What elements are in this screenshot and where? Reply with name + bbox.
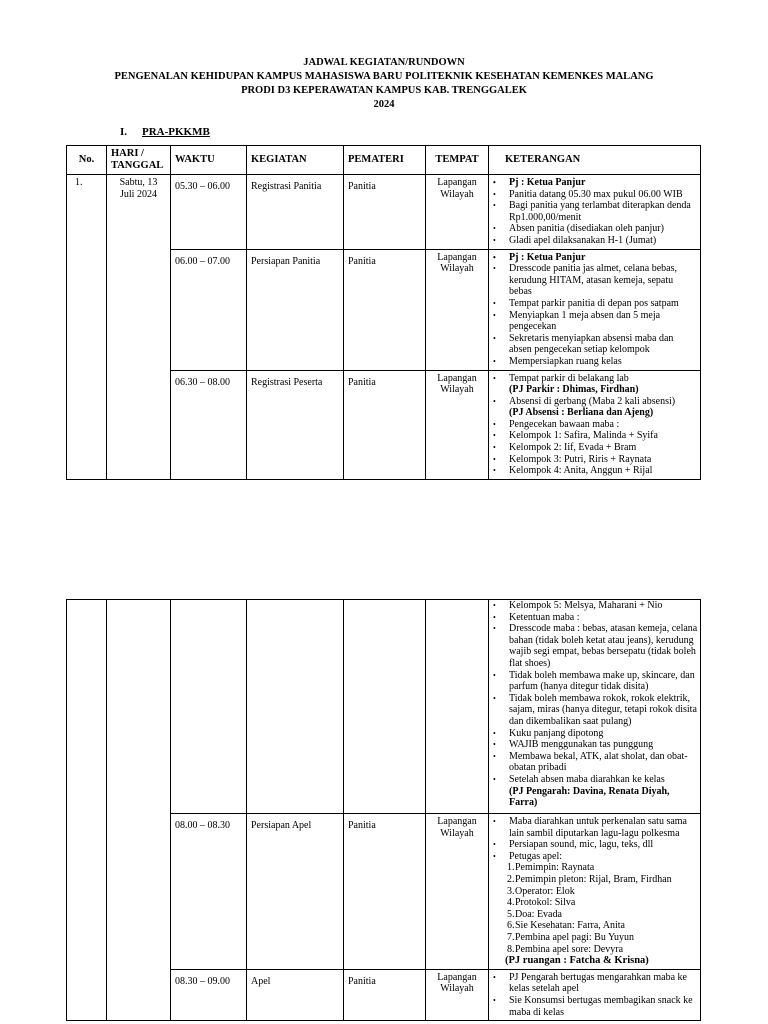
- list-item: • Bagi panitia yang terlambat diterapkan denda Rp1.000,00/menit: [489, 200, 698, 223]
- row-tempat-2: Wilayah: [440, 188, 474, 200]
- day-date-line1: Sabtu, 13: [119, 177, 158, 188]
- rundown-table-page1: [66, 145, 701, 480]
- row-kegiatan: Registrasi Panitia: [247, 175, 344, 250]
- row-tempat-2: Wilayah: [440, 827, 474, 839]
- list-item: • Kelompok 3: Putri, Riris + Raynata: [489, 454, 698, 466]
- list-item: • WAJIB menggunakan tas punggung: [489, 739, 698, 751]
- cont-no-cell: [67, 600, 107, 1021]
- list-item: • Mempersiapkan ruang kelas: [489, 356, 698, 368]
- row-keterangan: [489, 600, 701, 814]
- list-item: • Pengecekan bawaan maba :: [489, 419, 698, 431]
- list-item: • Sekretaris menyiapkan absensi maba dan absen pengecekan setiap kelompok: [489, 333, 698, 356]
- table-header-row: [67, 146, 701, 175]
- list-item: • Maba diarahkan untuk perkenalan satu sama lain sambil diputarkan lagu-lagu polkesma: [489, 816, 698, 839]
- list-item: • Kelompok 5: Melsya, Maharani + Nio: [489, 600, 698, 612]
- row-tempat: [426, 370, 489, 479]
- row-pemateri: Panitia: [344, 370, 426, 479]
- table-row: [67, 175, 701, 250]
- list-item: • Setelah absen maba diarahkan ke kelas: [489, 774, 698, 786]
- list-item: 3. Operator: Elok: [507, 885, 575, 897]
- col-hari: HARI /: [111, 148, 144, 159]
- list-item: 2. Pemimpin pleton: Rijal, Bram, Firdhan: [507, 873, 672, 885]
- doc-title-year: 2024: [373, 99, 395, 110]
- row-keterangan: [489, 175, 701, 250]
- row-tempat-2: Wilayah: [440, 384, 474, 396]
- doc-title-3: PRODI D3 KEPERAWATAN KAMPUS KAB. TRENGGALEK: [241, 85, 527, 96]
- day-number: 1.: [67, 175, 107, 480]
- row-waktu: 06.00 – 07.00: [171, 249, 247, 370]
- cont-waktu-cell: [171, 600, 247, 814]
- list-item: • Kelompok 2: Iif, Evada + Bram: [489, 442, 698, 454]
- list-item: • Tidak boleh membawa rokok, rokok elektrik, sajam, miras (hanya ditegur, tetapi rokok disita dan dikembalikan saat pulang): [489, 693, 698, 728]
- list-item: • Petugas apel:: [489, 851, 698, 863]
- list-item: • Gladi apel dilaksanakan H-1 (Jumat): [489, 235, 698, 247]
- row-tempat-2: Wilayah: [440, 263, 474, 275]
- list-item: 1. Pemimpin: Raynata: [507, 862, 595, 874]
- row-pemateri: Panitia: [344, 969, 426, 1020]
- list-item: • Tidak boleh membawa make up, skincare, dan parfum (hanya ditegur tidak disita): [489, 670, 698, 693]
- list-item: • Pj : Ketua Panjur: [489, 252, 698, 264]
- keterangan-list: [489, 600, 698, 786]
- row-tempat-1: Lapangan: [437, 971, 477, 983]
- list-item: • Kelompok 4: Anita, Anggun + Rijal: [489, 465, 698, 477]
- list-item: • Sie Konsumsi bertugas membagikan snack ke maba di kelas: [489, 995, 698, 1018]
- list-item: • Absen panitia (disediakan oleh panjur): [489, 223, 698, 235]
- row-tempat: [426, 969, 489, 1020]
- row-keterangan: [489, 249, 701, 370]
- col-no: No.: [67, 146, 107, 175]
- cont-kegiatan-cell: [247, 600, 344, 814]
- list-item: • Pj : Ketua Panjur: [489, 177, 698, 189]
- section-title: PRA-PKKMB: [142, 126, 210, 138]
- row-keterangan: [489, 814, 701, 970]
- col-keterangan: KETERANGAN: [489, 146, 701, 175]
- list-item: 4. Protokol: Silva: [507, 897, 576, 909]
- list-item: • Persiapan sound, mic, lagu, teks, dll: [489, 839, 698, 851]
- row-tempat-2: Wilayah: [440, 983, 474, 995]
- day-date: [107, 175, 171, 480]
- row-tempat: [426, 249, 489, 370]
- row-tempat: [426, 814, 489, 970]
- row-kegiatan: Persiapan Apel: [247, 814, 344, 970]
- doc-title-2: PENGENALAN KEHIDUPAN KAMPUS MAHASISWA BARU POLITEKNIK KESEHATAN KEMENKES MALANG: [114, 71, 654, 82]
- keterangan-list: [489, 252, 698, 368]
- list-item: 7. Pembina apel pagi: Bu Yuyun: [507, 931, 635, 943]
- row-keterangan: [489, 370, 701, 479]
- list-item: 8. Pembina apel sore: Devyra: [507, 943, 624, 955]
- list-item: • Dresscode panitia jas almet, celana bebas, kerudung HITAM, atasan kemeja, sepatu bebas: [489, 263, 698, 298]
- cont-pemateri-cell: [344, 600, 426, 814]
- keterangan-list: [489, 177, 698, 247]
- row-pemateri: Panitia: [344, 814, 426, 970]
- row-kegiatan: Persiapan Panitia: [247, 249, 344, 370]
- list-item: 6. Sie Kesehatan: Farra, Anita: [507, 920, 625, 932]
- list-item: • Ketentuan maba :: [489, 612, 698, 624]
- list-item: • Tempat parkir panitia di depan pos satpam: [489, 298, 698, 310]
- section-heading: [120, 126, 210, 138]
- row-pemateri: Panitia: [344, 175, 426, 250]
- row-tempat: [426, 175, 489, 250]
- list-item: • PJ Pengarah bertugas mengarahkan maba ke kelas setelah apel: [489, 972, 698, 995]
- list-item: • Tempat parkir di belakang lab: [489, 373, 698, 385]
- keterangan-list: [489, 816, 698, 862]
- row-waktu: 08.30 – 09.00: [171, 969, 247, 1020]
- pj-ruangan: (PJ ruangan : Fatcha & Krisna): [505, 955, 649, 967]
- row-waktu: 05.30 – 06.00: [171, 175, 247, 250]
- cont-date-cell: [107, 600, 171, 1021]
- petugas-list: [489, 862, 698, 955]
- list-item: • Menyiapkan 1 meja absen dan 5 meja pengecekan: [489, 310, 698, 333]
- cont-tempat-cell: [426, 600, 489, 814]
- col-kegiatan: KEGIATAN: [247, 146, 344, 175]
- doc-title-1: JADWAL KEGIATAN/RUNDOWN: [303, 57, 465, 68]
- col-pemateri: PEMATERI: [344, 146, 426, 175]
- list-item: • Membawa bekal, ATK, alat sholat, dan obat-obatan pribadi: [489, 751, 698, 774]
- rundown-table-page2: [66, 599, 701, 1021]
- table-row: [67, 600, 701, 814]
- row-waktu: 06.30 – 08.00: [171, 370, 247, 479]
- pj-pengarah: (PJ Pengarah: Davina, Renata Diyah, Farra): [509, 785, 670, 809]
- row-tempat-1: Lapangan: [437, 177, 477, 188]
- row-tempat-1: Lapangan: [437, 372, 477, 384]
- list-item: • Kelompok 1: Safira, Malinda + Syifa: [489, 430, 698, 442]
- col-tempat: TEMPAT: [426, 146, 489, 175]
- row-kegiatan: Apel: [247, 969, 344, 1020]
- list-item: • Dresscode maba : bebas, atasan kemeja, celana bahan (tidak boleh ketat atau jeans), kerudung wajib segi empat, bebas bersepatu (tidak boleh flat shoes): [489, 623, 698, 669]
- row-keterangan: [489, 969, 701, 1020]
- section-number: I.: [120, 126, 128, 138]
- keterangan-list: [489, 396, 698, 408]
- keterangan-list: [489, 373, 698, 385]
- row-waktu: 08.00 – 08.30: [171, 814, 247, 970]
- day-date-line2: Juli 2024: [120, 188, 157, 200]
- keterangan-list: [489, 972, 698, 1018]
- row-kegiatan: Registrasi Peserta: [247, 370, 344, 479]
- pj-absensi: (PJ Absensi : Berliana dan Ajeng): [509, 407, 654, 419]
- list-item: 5. Doa: Evada: [507, 908, 562, 920]
- row-tempat-1: Lapangan: [437, 816, 477, 827]
- row-tempat-1: Lapangan: [437, 251, 477, 263]
- list-item: • Kuku panjang dipotong: [489, 728, 698, 740]
- list-item: • Panitia datang 05.30 max pukul 06.00 WIB: [489, 189, 698, 201]
- col-waktu: WAKTU: [171, 146, 247, 175]
- col-hari-tanggal: [107, 146, 171, 175]
- pj-parkir: (PJ Parkir : Dhimas, Firdhan): [509, 384, 639, 396]
- col-tanggal: TANGGAL: [111, 160, 164, 171]
- row-pemateri: Panitia: [344, 249, 426, 370]
- list-item: • Absensi di gerbang (Maba 2 kali absensi): [489, 396, 698, 408]
- keterangan-list: [489, 419, 698, 477]
